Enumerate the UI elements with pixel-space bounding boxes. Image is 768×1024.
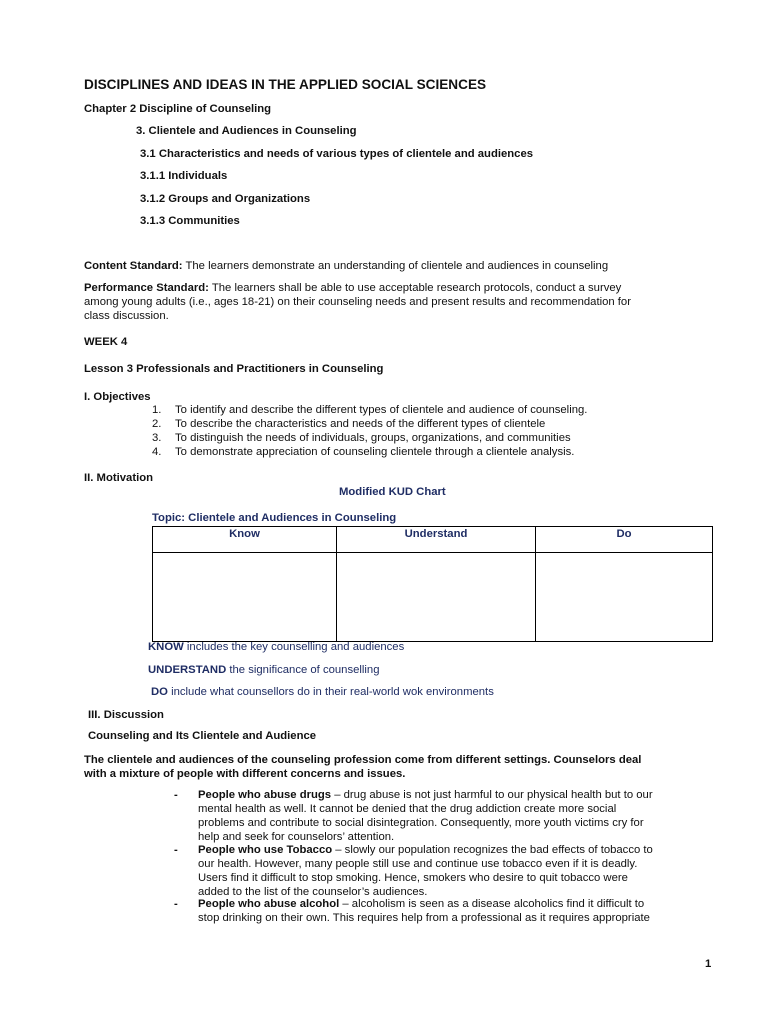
- kud-cell-do[interactable]: [536, 553, 713, 642]
- know-note: [148, 640, 404, 654]
- objective-item: 4. To demonstrate appreciation of counseling clientele through a clientele analysis.: [152, 446, 575, 458]
- understand-note-text: the significance of counselling: [226, 664, 380, 676]
- bullet-tobacco: People who use Tobacco – slowly our population recognizes the bad effects of tobacco to our health. However, many people still use and continue use tobacco even if it is deadly. Users find it difficult to stop smoking. Hence, smokers who desire to quit tobacco were added to the list of the counselor’s audiences.: [198, 844, 653, 898]
- objectives-heading: I. Objectives: [84, 391, 151, 403]
- bullet-alcohol-label: People who abuse alcohol: [198, 898, 340, 910]
- kud-topic: Topic: Clientele and Audiences in Counseling: [152, 512, 397, 524]
- objectives-list: [152, 403, 587, 459]
- content-standard: [84, 259, 608, 273]
- objective-item: 3. To distinguish the needs of individuals, groups, organizations, and communities: [152, 432, 571, 444]
- lesson-title: Lesson 3 Professionals and Practitioners in Counseling: [84, 363, 384, 375]
- bullet-tobacco-label: People who use Tobacco: [198, 844, 333, 856]
- kud-cell-know[interactable]: [153, 553, 337, 642]
- bullet-mark: -: [174, 898, 178, 910]
- discussion-subheading: Counseling and Its Clientele and Audience: [88, 730, 317, 742]
- do-note: [151, 685, 494, 699]
- discussion-heading: III. Discussion: [88, 709, 164, 721]
- content-standard-text: The learners demonstrate an understanding of clientele and audiences in counseling: [182, 260, 609, 272]
- outline-heading-3-1-2: 3.1.2 Groups and Organizations: [140, 193, 311, 205]
- kud-header-know: Know: [153, 527, 337, 553]
- performance-standard-text-1: The learners shall be able to use acceptable research protocols, conduct a survey: [208, 282, 622, 294]
- kud-chart-title: Modified KUD Chart: [339, 486, 446, 498]
- know-note-text: includes the key counselling and audiences: [183, 641, 405, 653]
- document-title: DISCIPLINES AND IDEAS IN THE APPLIED SOCIAL SCIENCES: [84, 77, 487, 92]
- outline-heading-3-1-3: 3.1.3 Communities: [140, 215, 240, 227]
- understand-note-label: UNDERSTAND: [148, 664, 227, 676]
- know-note-label: KNOW: [148, 641, 184, 653]
- objective-item: 2. To describe the characteristics and needs of the different types of clientele: [152, 418, 546, 430]
- discussion-intro-line2: with a mixture of people with different concerns and issues.: [84, 768, 406, 780]
- performance-standard-line2: among young adults (i.e., ages 18-21) on their counseling needs and present results and recommendation for: [84, 296, 631, 308]
- outline-heading-3: 3. Clientele and Audiences in Counseling: [136, 125, 357, 137]
- outline-heading-3-1: 3.1 Characteristics and needs of various types of clientele and audiences: [140, 148, 534, 160]
- kud-cell-understand[interactable]: [337, 553, 536, 642]
- performance-standard-line1: [84, 281, 621, 295]
- chapter-heading: Chapter 2 Discipline of Counseling: [84, 103, 272, 115]
- bullet-alcohol: People who abuse alcohol – alcoholism is seen as a disease alcoholics find it difficult to stop drinking on their own. This requires help from a professional as it requires appropriate: [198, 898, 650, 924]
- motivation-heading: II. Motivation: [84, 472, 154, 484]
- kud-header-understand: Understand: [337, 527, 536, 553]
- kud-table: [152, 526, 713, 642]
- objective-item: 1. To identify and describe the different types of clientele and audience of counseling.: [152, 404, 588, 416]
- bullet-mark: -: [174, 844, 178, 856]
- content-standard-label: Content Standard:: [84, 260, 183, 272]
- understand-note: [148, 663, 379, 677]
- bullet-mark: -: [174, 789, 178, 801]
- bullet-drugs-label: People who abuse drugs: [198, 789, 332, 801]
- week-label: WEEK 4: [84, 336, 128, 348]
- discussion-intro-line1: The clientele and audiences of the counseling profession come from different settings. Counselors deal: [84, 754, 642, 766]
- bullet-drugs: People who abuse drugs – drug abuse is not just harmful to our physical health but to our mental health as well. It cannot be denied that the drug addiction create more social problems and contribute to social disintegration. Consequently, more youth victims cry for help and seek for counselors’ attention.: [198, 789, 653, 843]
- page-number: 1: [705, 958, 712, 970]
- do-note-label: DO: [151, 686, 168, 698]
- do-note-text: include what counsellors do in their real-world wok environments: [167, 686, 494, 698]
- kud-header-do: Do: [536, 527, 713, 553]
- outline-heading-3-1-1: 3.1.1 Individuals: [140, 170, 228, 182]
- performance-standard-label: Performance Standard:: [84, 282, 209, 294]
- performance-standard-line3: class discussion.: [84, 310, 169, 322]
